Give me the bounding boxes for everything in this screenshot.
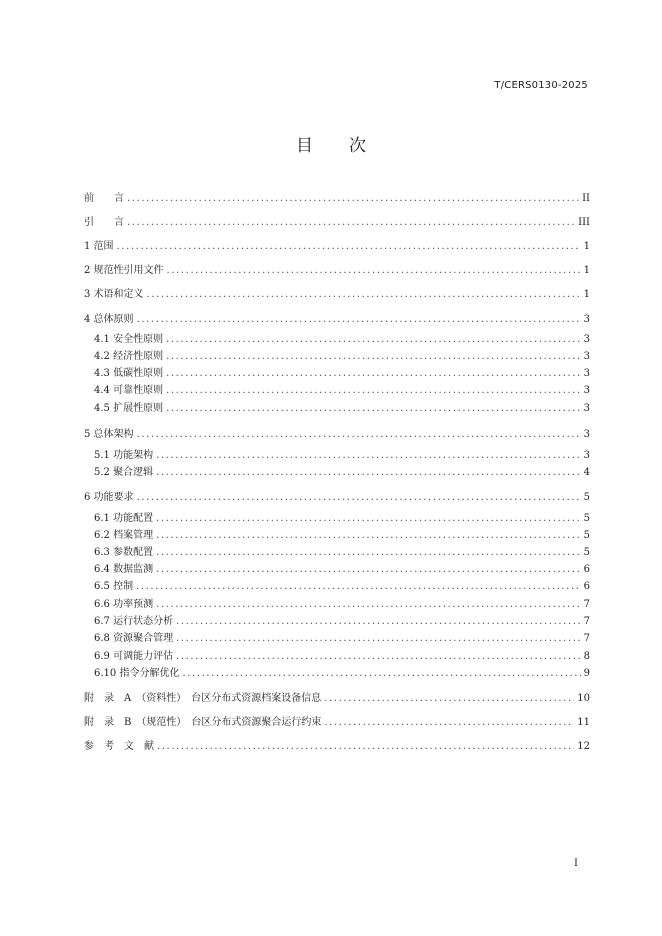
toc-entry-foreword[interactable]	[84, 192, 590, 206]
toc-label: 6 功能要求	[84, 492, 134, 503]
toc-entry-6-4[interactable]	[94, 563, 590, 577]
toc-entry-appendix-a[interactable]	[84, 692, 590, 706]
leader-dots	[166, 333, 581, 347]
toc-page: 5	[583, 547, 590, 558]
leader-dots	[166, 402, 581, 416]
toc-entry-2[interactable]	[84, 264, 590, 278]
toc-label: 6.2 档案管理	[94, 530, 154, 541]
toc-entry-4-5[interactable]	[94, 402, 590, 416]
toc-entry-6-5[interactable]	[94, 580, 590, 594]
toc-label: 3 术语和定义	[84, 289, 144, 300]
toc-label: 6.7 运行状态分析	[94, 616, 174, 627]
page-title	[0, 131, 662, 156]
leader-dots	[156, 563, 581, 577]
toc-entry-4-2[interactable]	[94, 350, 590, 364]
toc-label: 1 范围	[84, 241, 114, 252]
toc-page: 3	[583, 351, 590, 362]
leader-dots	[324, 692, 574, 706]
toc-label: 4.4 可靠性原则	[94, 385, 164, 396]
toc-entry-5-2[interactable]	[94, 466, 590, 480]
toc-entry-6-8[interactable]	[94, 632, 590, 646]
toc-label: 引 言	[84, 217, 124, 228]
leader-dots	[127, 216, 575, 230]
leader-dots	[176, 632, 581, 646]
toc-page: II	[582, 193, 590, 204]
toc-entry-references[interactable]	[84, 740, 590, 754]
toc-entry-6-7[interactable]	[94, 615, 590, 629]
toc-entry-6-9[interactable]	[94, 650, 590, 664]
leader-dots	[176, 650, 581, 664]
toc-label: 5.1 功能架构	[94, 450, 154, 461]
toc-entry-6-6[interactable]	[94, 598, 590, 612]
toc-label: 6.5 控制	[94, 581, 134, 592]
toc-page: III	[578, 217, 590, 228]
leader-dots	[156, 598, 581, 612]
toc-page: 5	[583, 492, 590, 503]
leader-dots	[166, 350, 581, 364]
toc-page: 1	[583, 265, 590, 276]
toc-page: 3	[583, 385, 590, 396]
toc-label: 6.10 指令分解优化	[94, 668, 180, 679]
leader-dots	[176, 615, 581, 629]
toc-label: 6.9 可调能力评估	[94, 651, 174, 662]
toc-entry-5[interactable]	[84, 428, 590, 442]
toc-label: 附 录 B （规范性） 台区分布式资源聚合运行约束	[84, 717, 322, 728]
leader-dots	[182, 667, 580, 681]
toc-label: 4.3 低碳性原则	[94, 368, 164, 379]
toc-entry-appendix-b[interactable]	[84, 716, 590, 730]
leader-dots	[166, 384, 581, 398]
toc-page: 3	[583, 429, 590, 440]
toc-page: 10	[577, 693, 590, 704]
toc-label: 附 录 A （资料性） 台区分布式资源档案设备信息	[84, 693, 322, 704]
toc-page: 5	[583, 513, 590, 524]
toc-label: 参 考 文 献	[84, 741, 154, 752]
title-char-2: 次	[349, 136, 366, 156]
toc-label: 6.6 功率预测	[94, 599, 154, 610]
toc-page: 8	[583, 651, 590, 662]
toc-label: 2 规范性引用文件	[84, 265, 164, 276]
toc-entry-5-1[interactable]	[94, 449, 590, 463]
toc-entry-4[interactable]	[84, 313, 590, 327]
toc-entry-1[interactable]	[84, 240, 590, 254]
toc-label: 4.1 安全性原则	[94, 334, 164, 345]
toc-label: 5.2 聚合逻辑	[94, 467, 154, 478]
toc-entry-4-3[interactable]	[94, 367, 590, 381]
leader-dots	[127, 192, 579, 206]
toc-entry-introduction[interactable]	[84, 216, 590, 230]
toc-entry-3[interactable]	[84, 288, 590, 302]
toc-entry-4-4[interactable]	[94, 384, 590, 398]
title-char-1: 目	[296, 136, 313, 156]
toc-label: 6.4 数据监测	[94, 564, 154, 575]
leader-dots	[156, 449, 581, 463]
toc-entry-6[interactable]	[84, 491, 590, 505]
page-number: I	[574, 858, 578, 869]
toc-page: 12	[577, 741, 590, 752]
toc-entry-4-1[interactable]	[94, 333, 590, 347]
document-code: T/CERS0130-2025	[494, 80, 588, 91]
toc-page: 3	[583, 403, 590, 414]
leader-dots	[147, 288, 581, 302]
toc-label: 4.2 经济性原则	[94, 351, 164, 362]
leader-dots	[166, 367, 581, 381]
toc-page: 6	[583, 564, 590, 575]
toc-label: 4 总体原则	[84, 314, 134, 325]
toc-page: 3	[583, 314, 590, 325]
toc-page: 4	[583, 467, 590, 478]
toc-page: 3	[583, 334, 590, 345]
toc-page: 9	[583, 668, 590, 679]
toc-page: 7	[583, 599, 590, 610]
toc-page: 3	[583, 368, 590, 379]
leader-dots	[156, 512, 581, 526]
toc-label: 6.1 功能配置	[94, 513, 154, 524]
leader-dots	[156, 529, 581, 543]
leader-dots	[136, 580, 581, 594]
leader-dots	[156, 546, 581, 560]
toc-page: 7	[583, 633, 590, 644]
leader-dots	[156, 466, 581, 480]
leader-dots	[137, 313, 581, 327]
toc-entry-6-10[interactable]	[94, 667, 590, 681]
leader-dots	[137, 491, 581, 505]
toc-label: 6.8 资源聚合管理	[94, 633, 174, 644]
toc-entry-6-3[interactable]	[94, 546, 590, 560]
toc-page: 11	[577, 717, 590, 728]
toc-entry-6-1[interactable]	[94, 512, 590, 526]
toc-label: 6.3 参数配置	[94, 547, 154, 558]
toc-page: 1	[583, 289, 590, 300]
leader-dots	[137, 428, 581, 442]
leader-dots	[324, 716, 574, 730]
toc-entry-6-2[interactable]	[94, 529, 590, 543]
toc-page: 5	[583, 530, 590, 541]
leader-dots	[117, 240, 581, 254]
toc-page: 6	[583, 581, 590, 592]
toc-label: 5 总体架构	[84, 429, 134, 440]
toc-page: 3	[583, 450, 590, 461]
leader-dots	[167, 264, 581, 278]
toc-label: 前 言	[84, 193, 124, 204]
toc-page: 1	[583, 241, 590, 252]
toc-label: 4.5 扩展性原则	[94, 403, 164, 414]
leader-dots	[157, 740, 574, 754]
toc-page: 7	[583, 616, 590, 627]
